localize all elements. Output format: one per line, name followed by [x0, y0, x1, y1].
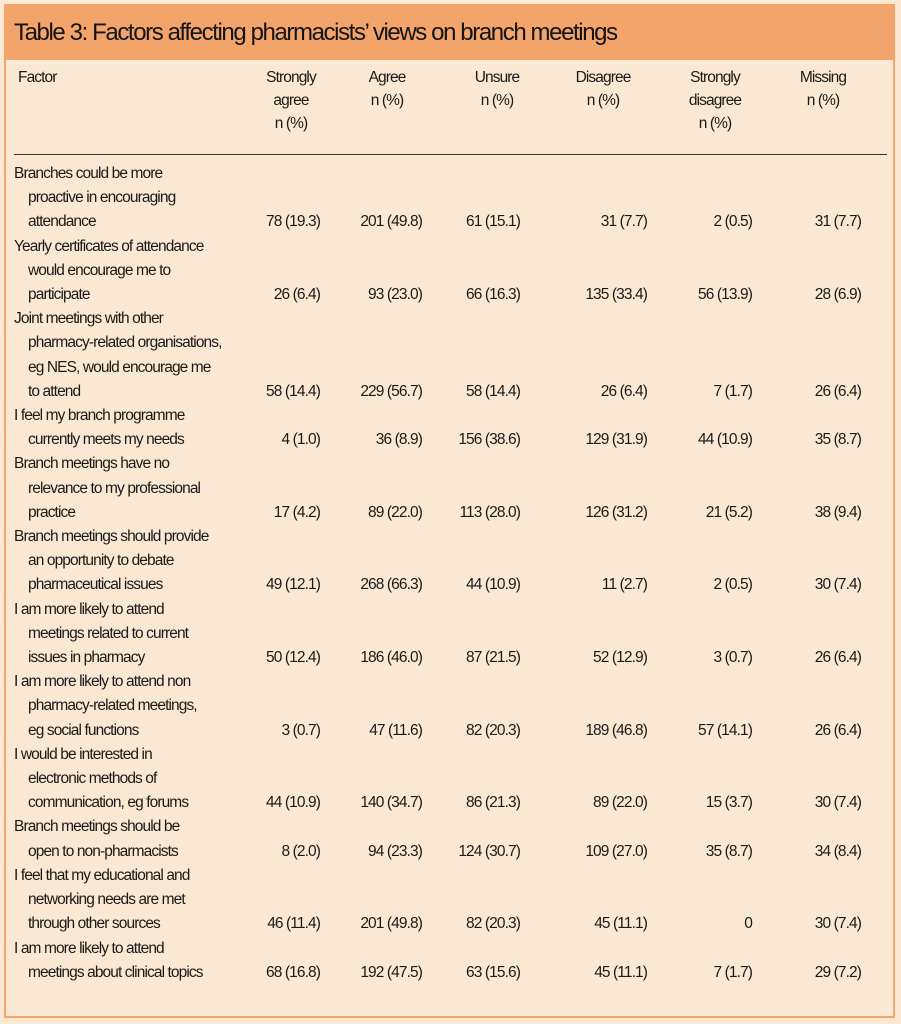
cell-strongly-disagree: 21 (5.2) — [705, 503, 752, 521]
cell-agree: 201 (49.8) — [360, 915, 422, 933]
header-strongly-disagree — [660, 66, 770, 135]
cell-disagree: 109 (27.0) — [585, 842, 647, 860]
factor-label-line: pharmacy-related meetings, — [28, 697, 197, 715]
cell-unsure: 156 (38.6) — [458, 431, 520, 449]
factor-label-line: to attend — [28, 382, 81, 400]
header-agree-line2: n (%) — [370, 92, 404, 109]
factor-label-line: electronic methods of — [28, 770, 157, 788]
cell-disagree: 126 (31.2) — [585, 503, 647, 521]
cell-strongly-agree: 3 (0.7) — [281, 721, 320, 739]
cell-strongly-agree: 68 (16.8) — [266, 963, 320, 981]
factor-label-line: communication, eg forums — [28, 794, 189, 812]
cell-missing: 38 (9.4) — [814, 503, 861, 521]
table-title: Table 3: Factors affecting pharmacists’ views on branch meetings — [6, 6, 893, 60]
table-row — [14, 743, 887, 816]
factor-label-line: an opportunity to debate — [28, 552, 174, 570]
cell-missing: 30 (7.4) — [814, 794, 861, 812]
cell-strongly-disagree: 7 (1.7) — [713, 382, 752, 400]
cell-strongly-agree: 58 (14.4) — [266, 382, 320, 400]
header-strongly-agree-line1: Strongly — [266, 69, 316, 86]
cell-missing: 26 (6.4) — [814, 649, 861, 667]
table-body — [14, 162, 887, 985]
header-disagree-line2: n (%) — [586, 92, 620, 109]
cell-strongly-agree: 17 (4.2) — [273, 503, 320, 521]
header-divider — [14, 154, 887, 155]
cell-missing: 26 (6.4) — [814, 721, 861, 739]
factor-label-line: I feel my branch programme — [14, 407, 185, 425]
cell-missing: 34 (8.4) — [814, 842, 861, 860]
cell-agree: 47 (11.6) — [369, 721, 422, 739]
cell-strongly-agree: 4 (1.0) — [281, 431, 320, 449]
factor-label-line: participate — [28, 286, 90, 304]
header-unsure-line1: Unsure — [474, 69, 520, 86]
cell-strongly-disagree: 2 (0.5) — [713, 576, 752, 594]
cell-unsure: 66 (16.3) — [466, 286, 520, 304]
table-row — [14, 452, 887, 525]
cell-agree: 140 (34.7) — [360, 794, 422, 812]
cell-strongly-agree: 50 (12.4) — [266, 649, 320, 667]
factor-label — [14, 162, 254, 235]
cell-disagree: 135 (33.4) — [585, 286, 647, 304]
cell-agree: 186 (46.0) — [360, 649, 422, 667]
header-missing — [768, 66, 878, 112]
factor-label-line: eg social functions — [28, 721, 139, 739]
cell-unsure: 87 (21.5) — [466, 649, 520, 667]
cell-disagree: 189 (46.8) — [585, 721, 647, 739]
cell-missing: 35 (8.7) — [814, 431, 861, 449]
factor-label — [14, 864, 254, 937]
table-row — [14, 162, 887, 235]
cell-strongly-agree: 46 (11.4) — [267, 915, 320, 933]
factor-label — [14, 743, 254, 816]
header-missing-line1: Missing — [799, 69, 847, 86]
cell-strongly-disagree: 7 (1.7) — [713, 963, 752, 981]
header-missing-line2: n (%) — [806, 92, 840, 109]
header-strongly-disagree-line3: n (%) — [698, 115, 732, 132]
header-strongly-agree-line3: n (%) — [274, 115, 308, 132]
factor-label — [14, 815, 254, 863]
factor-label — [14, 525, 254, 598]
header-unsure — [442, 66, 552, 112]
cell-strongly-agree: 44 (10.9) — [266, 794, 320, 812]
cell-unsure: 82 (20.3) — [466, 915, 520, 933]
cell-disagree: 45 (11.1) — [594, 915, 647, 933]
cell-missing: 29 (7.2) — [814, 963, 861, 981]
factor-label-line: Joint meetings with other — [14, 310, 163, 328]
cell-strongly-disagree: 35 (8.7) — [705, 842, 752, 860]
cell-strongly-disagree: 0 — [744, 915, 752, 933]
cell-strongly-disagree: 3 (0.7) — [713, 649, 752, 667]
cell-disagree: 45 (11.1) — [594, 963, 647, 981]
factor-label-line: pharmacy-related organisations, — [28, 334, 222, 352]
cell-missing: 26 (6.4) — [814, 382, 861, 400]
header-strongly-disagree-line1: Strongly — [690, 69, 740, 86]
cell-unsure: 44 (10.9) — [466, 576, 520, 594]
header-disagree — [548, 66, 658, 112]
factor-label-line: Branch meetings should be — [14, 818, 180, 836]
factor-label-line: Branch meetings should provide — [14, 528, 209, 546]
factor-label-line: pharmaceutical issues — [28, 576, 163, 594]
cell-unsure: 124 (30.7) — [458, 842, 520, 860]
cell-agree: 201 (49.8) — [360, 213, 422, 231]
table-row — [14, 235, 887, 308]
factor-label-line: practice — [28, 503, 76, 521]
cell-disagree: 129 (31.9) — [585, 431, 647, 449]
cell-agree: 89 (22.0) — [368, 503, 422, 521]
header-agree-line1: Agree — [368, 69, 406, 86]
factor-label — [14, 307, 254, 404]
factor-label-line: meetings related to current — [28, 624, 189, 642]
cell-disagree: 89 (22.0) — [593, 794, 647, 812]
factor-label-line: attendance — [28, 213, 96, 231]
cell-disagree: 52 (12.9) — [593, 649, 647, 667]
factor-label-line: meetings about clinical topics — [28, 963, 203, 981]
header-strongly-disagree-line2: disagree — [688, 92, 742, 109]
cell-unsure: 86 (21.3) — [466, 794, 520, 812]
cell-strongly-agree: 49 (12.1) — [266, 576, 320, 594]
header-factor: Factor — [18, 69, 57, 86]
factor-label-line: would encourage me to — [28, 261, 171, 279]
factor-label-line: eg NES, would encourage me — [28, 358, 211, 376]
cell-unsure: 63 (15.6) — [466, 963, 520, 981]
cell-strongly-disagree: 56 (13.9) — [698, 286, 752, 304]
factor-label-line: I would be interested in — [14, 745, 152, 763]
factor-label — [14, 670, 254, 743]
cell-strongly-disagree: 44 (10.9) — [698, 431, 752, 449]
table-row — [14, 670, 887, 743]
cell-strongly-disagree: 15 (3.7) — [705, 794, 752, 812]
cell-strongly-agree: 26 (6.4) — [273, 286, 320, 304]
cell-strongly-agree: 78 (19.3) — [266, 213, 320, 231]
cell-missing: 28 (6.9) — [814, 286, 861, 304]
cell-agree: 192 (47.5) — [360, 963, 422, 981]
factor-label-line: I am more likely to attend — [14, 939, 164, 957]
cell-unsure: 61 (15.1) — [466, 213, 520, 231]
cell-missing: 31 (7.7) — [814, 213, 861, 231]
table-row — [14, 598, 887, 671]
cell-agree: 229 (56.7) — [360, 382, 422, 400]
cell-disagree: 31 (7.7) — [600, 213, 647, 231]
factor-label-line: networking needs are met — [28, 891, 185, 909]
table-row — [14, 404, 887, 452]
factor-label-line: I am more likely to attend — [14, 600, 164, 618]
cell-agree: 94 (23.3) — [368, 842, 422, 860]
cell-disagree: 26 (6.4) — [600, 382, 647, 400]
cell-strongly-disagree: 57 (14.1) — [698, 721, 752, 739]
factor-label-line: I feel that my educational and — [14, 866, 190, 884]
cell-strongly-disagree: 2 (0.5) — [713, 213, 752, 231]
factor-label-line: Yearly certificates of attendance — [14, 237, 204, 255]
factor-label — [14, 452, 254, 525]
factor-label-line: through other sources — [28, 915, 160, 933]
table-row — [14, 864, 887, 937]
factor-label-line: Branch meetings have no — [14, 455, 170, 473]
table-row — [14, 525, 887, 598]
cell-missing: 30 (7.4) — [814, 915, 861, 933]
cell-agree: 268 (66.3) — [360, 576, 422, 594]
header-agree — [332, 66, 442, 112]
factor-label-line: I am more likely to attend non — [14, 673, 191, 691]
cell-unsure: 58 (14.4) — [466, 382, 520, 400]
header-strongly-agree-line2: agree — [273, 92, 309, 109]
factor-label-line: issues in pharmacy — [28, 649, 145, 667]
header-disagree-line1: Disagree — [575, 69, 631, 86]
factor-label-line: Branches could be more — [14, 165, 163, 182]
cell-unsure: 113 (28.0) — [459, 503, 520, 521]
factor-label — [14, 937, 254, 985]
cell-strongly-agree: 8 (2.0) — [281, 842, 320, 860]
table-row — [14, 307, 887, 404]
table-row — [14, 815, 887, 863]
factor-label-line: proactive in encouraging — [28, 189, 176, 207]
header-strongly-agree — [236, 66, 346, 135]
factor-label-line: currently meets my needs — [28, 431, 184, 449]
table-header — [14, 66, 887, 154]
factor-label — [14, 235, 254, 308]
cell-unsure: 82 (20.3) — [466, 721, 520, 739]
table-row — [14, 937, 887, 985]
factor-label-line: open to non-pharmacists — [28, 842, 178, 860]
cell-missing: 30 (7.4) — [814, 576, 861, 594]
cell-disagree: 11 (2.7) — [601, 576, 647, 594]
factor-label — [14, 598, 254, 671]
factor-label — [14, 404, 254, 452]
cell-agree: 93 (23.0) — [368, 286, 422, 304]
header-unsure-line2: n (%) — [480, 92, 514, 109]
factor-label-line: relevance to my professional — [28, 479, 201, 497]
cell-agree: 36 (8.9) — [375, 431, 422, 449]
